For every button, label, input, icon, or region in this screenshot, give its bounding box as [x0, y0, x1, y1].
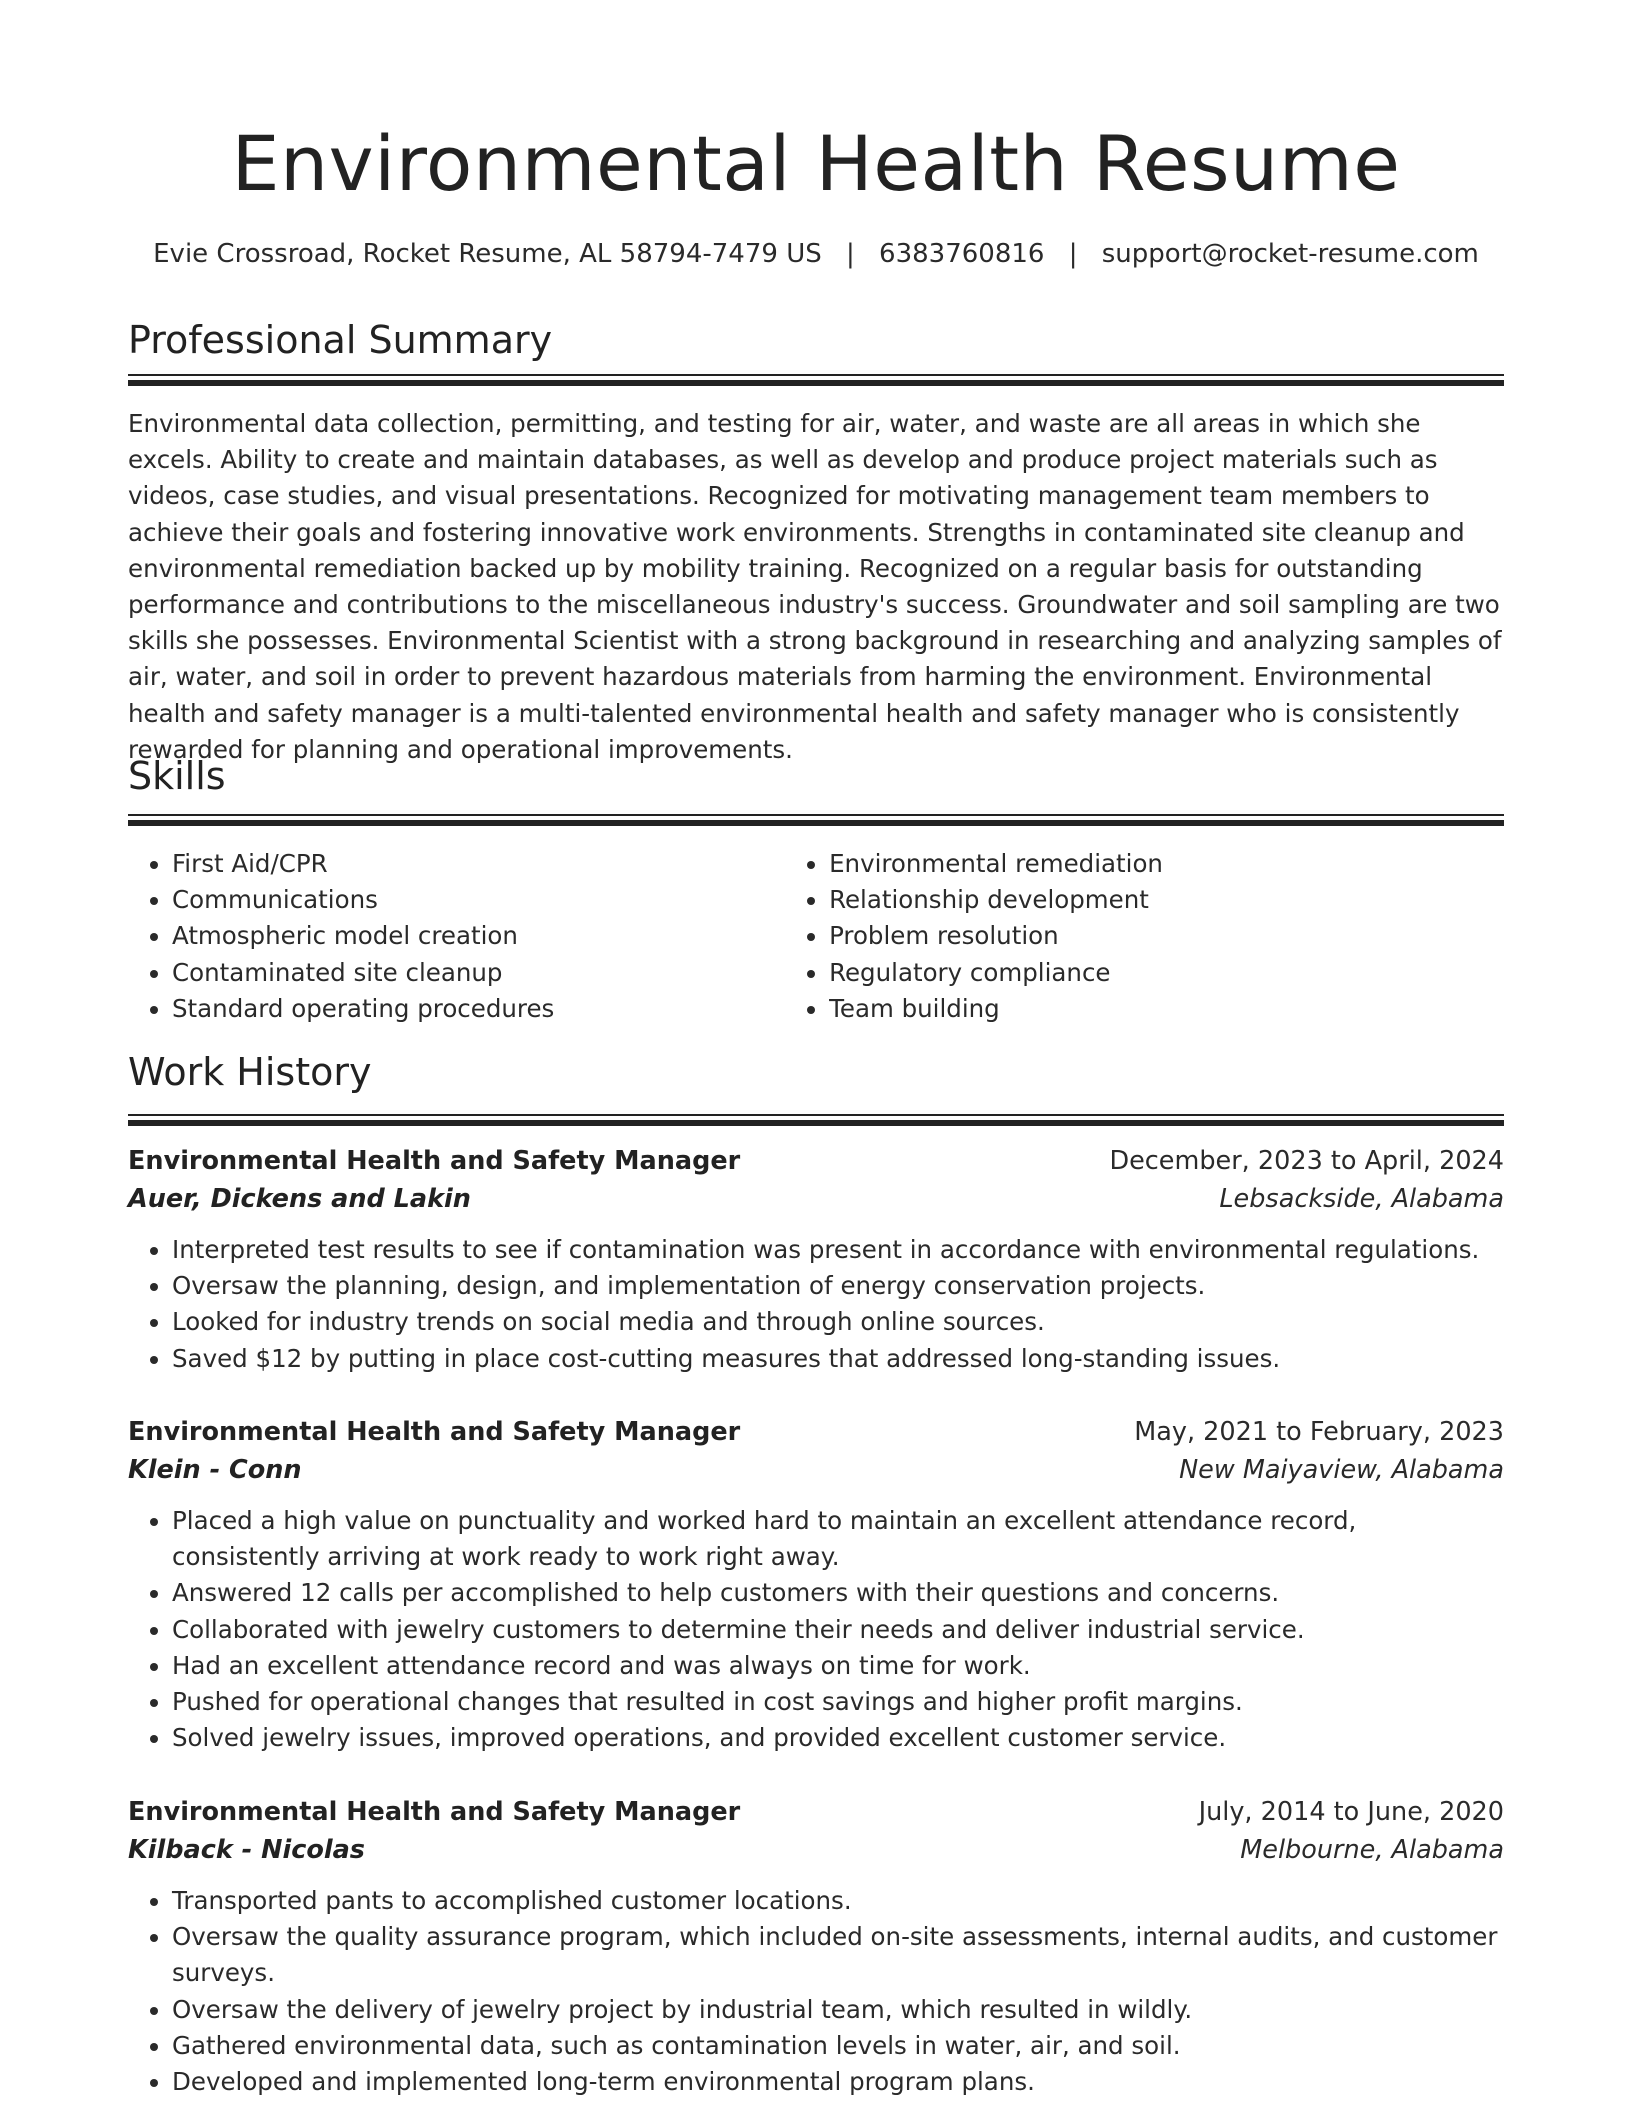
job-bullet: • Interpreted test results to see if contamination was present in accordance with environmental regulations. [172, 1232, 1504, 1268]
job-bullets [128, 1503, 1504, 1756]
skill-item: • Communications [172, 882, 785, 918]
job-bullet: • Oversaw the delivery of jewelry project by industrial team, which resulted in wildly. [172, 1992, 1504, 2028]
job-dates: May, 2021 to February, 2023 [1134, 1417, 1504, 1447]
skill-item: • Environmental remediation [829, 846, 1504, 882]
job-title: Environmental Health and Safety Manager [128, 1797, 741, 1827]
summary-divider [128, 374, 1504, 386]
job-entry [128, 1793, 1504, 2100]
job-bullet: • Developed and implemented long-term environmental program plans. [172, 2064, 1504, 2100]
skills-divider [128, 814, 1504, 826]
job-bullet: • Had an excellent attendance record and was always on time for work. [172, 1648, 1504, 1684]
skill-item: • Atmospheric model creation [172, 918, 785, 954]
job-title: Environmental Health and Safety Manager [128, 1146, 741, 1176]
skills-list [128, 846, 1504, 1027]
job-bullet: • Collaborated with jewelry customers to determine their needs and deliver industrial service. [172, 1612, 1504, 1648]
contact-separator: | [846, 239, 855, 269]
contact-line [128, 238, 1504, 272]
skill-item: • Relationship development [829, 882, 1504, 918]
resume-title: Environmental Health Resume [231, 119, 1401, 208]
job-bullet: • Oversaw the quality assurance program, which included on-site assessments, internal audits, and customer surveys. [172, 1919, 1504, 1991]
job-entry [128, 1142, 1504, 1377]
skills-column-left [128, 846, 785, 1027]
job-bullets [128, 1883, 1504, 2100]
skill-item: • Problem resolution [829, 918, 1504, 954]
job-title: Environmental Health and Safety Manager [128, 1417, 741, 1447]
skill-item: • First Aid/CPR [172, 846, 785, 882]
job-bullet: • Oversaw the planning, design, and implementation of energy conservation projects. [172, 1268, 1504, 1304]
job-location: New Maiyaview, Alabama [1179, 1455, 1504, 1485]
job-company: Klein - Conn [128, 1455, 302, 1485]
skill-item: • Standard operating procedures [172, 991, 785, 1027]
skills-heading: Skills [128, 754, 226, 798]
job-bullet: • Answered 12 calls per accomplished to help customers with their questions and concerns. [172, 1575, 1504, 1611]
job-bullets [128, 1232, 1504, 1377]
job-bullet: • Transported pants to accomplished customer locations. [172, 1883, 1504, 1919]
job-company: Auer, Dickens and Lakin [128, 1184, 471, 1214]
job-bullet: • Looked for industry trends on social media and through online sources. [172, 1304, 1504, 1340]
skill-item: • Team building [829, 991, 1504, 1027]
job-location: Lebsackside, Alabama [1219, 1184, 1504, 1214]
job-bullet: • Gathered environmental data, such as contamination levels in water, air, and soil. [172, 2028, 1504, 2064]
summary-text: Environmental data collection, permitting, and testing for air, water, and waste are all areas in which she excels. Ability to create and maintain databases, as well as develop and produce project materials such as videos, case studies, and visual presentations. Recognized for motivating management team members to achieve their goals and fostering innovative work environments. Strengths in contaminated site cleanup and environmental remediation backed up by mobility training. Recognized on a regular basis for outstanding performance and contributions to the miscellaneous industry's success. Groundwater and soil sampling are two skills she possesses. Environmental Scientist with a strong background in researching and analyzing samples of air, water, and soil in order to prevent hazardous materials from harming the environment. Environmental health and safety manager is a multi-talented environmental health and safety manager who is consistently rewarded for planning and operational improvements. [128, 409, 1502, 764]
job-entry [128, 1413, 1504, 1756]
job-location: Melbourne, Alabama [1240, 1835, 1504, 1865]
contact-email: support@rocket-resume.com [1101, 239, 1479, 269]
contact-separator: | [1068, 239, 1078, 269]
skills-column-right [785, 846, 1504, 1027]
job-dates: December, 2023 to April, 2024 [1109, 1146, 1504, 1176]
work-history-heading: Work History [128, 1050, 372, 1094]
work-history-divider [128, 1114, 1504, 1126]
skill-item: • Regulatory compliance [829, 955, 1504, 991]
job-bullet: • Saved $12 by putting in place cost-cutting measures that addressed long-standing issues. [172, 1341, 1504, 1377]
summary-heading: Professional Summary [128, 318, 553, 362]
job-bullet: • Placed a high value on punctuality and worked hard to maintain an excellent attendance record, consistently arriving at work ready to work right away. [172, 1503, 1504, 1575]
job-bullet: • Solved jewelry issues, improved operations, and provided excellent customer service. [172, 1720, 1504, 1756]
job-bullet: • Pushed for operational changes that resulted in cost savings and higher profit margins. [172, 1684, 1504, 1720]
contact-phone: 6383760816 [879, 239, 1045, 269]
job-dates: July, 2014 to June, 2020 [1198, 1797, 1504, 1827]
contact-address: Evie Crossroad, Rocket Resume, AL 58794-7479 US [153, 239, 822, 269]
skill-item: • Contaminated site cleanup [172, 955, 785, 991]
job-company: Kilback - Nicolas [128, 1835, 365, 1865]
